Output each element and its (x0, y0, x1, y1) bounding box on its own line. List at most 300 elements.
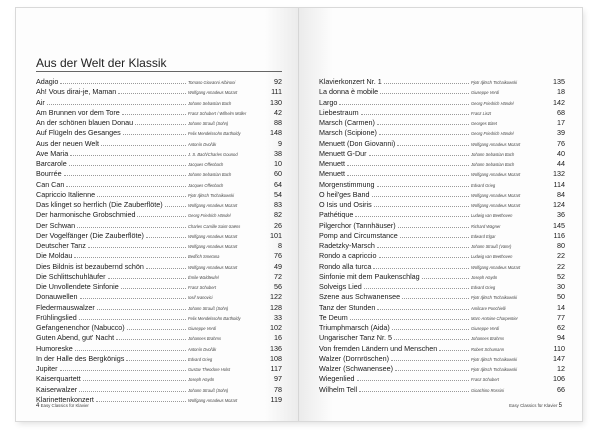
entry-title: Radetzky-Marsch (319, 241, 375, 250)
dot-leader (47, 98, 186, 105)
entry-title: Bourrée (36, 169, 62, 179)
entry-title: Donauwellen (36, 292, 78, 302)
toc-entry (36, 210, 282, 220)
toc-list-left (36, 77, 282, 405)
entry-page-number: 9 (278, 138, 282, 148)
entry-composer: Georg Friedrich Händel (471, 131, 514, 137)
dot-leader (101, 139, 186, 146)
entry-title: Ah! Vous dirai-je, Maman (36, 87, 117, 97)
entry-title: Triumphmarsch (Aida) (319, 323, 390, 332)
entry-page-number: 64 (274, 179, 282, 189)
entry-title: Auf Flügeln des Gesanges (36, 128, 121, 138)
entry-title: Marsch (Carmen) (319, 118, 375, 127)
entry-title: Menuett (Don Giovanni) (319, 138, 396, 148)
dot-leader (422, 272, 469, 279)
dot-leader (137, 210, 186, 217)
entry-title: Menuett (319, 169, 345, 179)
dot-leader (377, 180, 469, 187)
page-number: 5 (558, 403, 562, 409)
dot-leader (350, 313, 469, 320)
entry-page-number: 108 (270, 353, 282, 363)
toc-entry (319, 333, 565, 343)
dot-leader (77, 221, 186, 228)
entry-page-number: 142 (553, 97, 565, 107)
toc-entry (36, 354, 282, 364)
entry-composer: Gustav Theodore Holst (188, 367, 231, 372)
dot-leader (60, 364, 186, 371)
book-spread (16, 8, 582, 421)
page-title: Aus der Welt der Klassik (36, 56, 167, 70)
entry-page-number: 116 (553, 230, 565, 240)
entry-page-number: 78 (274, 384, 282, 394)
entry-title: O Isis und Osiris (319, 200, 372, 209)
entry-title: Solveigs Lied (319, 282, 362, 291)
dot-leader (377, 303, 469, 310)
entry-composer: Giuseppe Verdi (471, 326, 500, 331)
toc-entry (319, 169, 565, 179)
dot-leader (135, 118, 186, 125)
entry-composer: Wolfgang Amadeus Mozart (471, 264, 521, 270)
dot-leader (361, 108, 469, 115)
entry-composer: Franz Schubert (471, 377, 499, 383)
entry-page-number: 106 (553, 374, 565, 384)
entry-page-number: 56 (274, 282, 282, 291)
footer-book-title: Easy Classics für Klavier (40, 403, 89, 408)
entry-title: Guten Abend, gut' Nacht (36, 333, 115, 343)
entry-composer: Johann Strauß (Sohn) (188, 305, 229, 311)
toc-entry (319, 241, 565, 251)
toc-entry (36, 262, 282, 272)
entry-title: Can Can (36, 179, 65, 189)
entry-composer: Felix Mendelssohn Bartholdy (188, 131, 241, 137)
entry-composer: Johann Sebastian Bach (471, 162, 515, 167)
toc-entry (36, 323, 282, 333)
entry-composer: Pjotr Iljitsch Tschaikowski (471, 367, 518, 372)
dot-leader (74, 251, 186, 258)
toc-entry (319, 272, 565, 282)
entry-page-number: 135 (553, 77, 565, 86)
entry-page-number: 92 (274, 77, 282, 86)
toc-entry (319, 221, 565, 231)
entry-page-number: 132 (553, 169, 565, 179)
dot-leader (379, 251, 469, 258)
entry-composer: Tomaso Giovanni Albinoni (188, 80, 236, 85)
entry-title: Wiegenlied (319, 374, 355, 384)
entry-composer: Giuseppe Verdi (188, 326, 217, 331)
dot-leader (116, 333, 186, 340)
toc-entry (319, 374, 565, 384)
dot-leader (398, 221, 469, 228)
toc-entry (319, 303, 565, 313)
entry-composer: Johannes Brahms (471, 336, 504, 342)
entry-page-number: 145 (553, 220, 565, 230)
entry-title: Rondo alla turca (319, 261, 372, 271)
entry-composer: Wolfgang Amadeus Mozart (471, 203, 521, 208)
dot-leader (146, 231, 186, 238)
dot-leader (122, 108, 186, 115)
toc-entry (319, 231, 565, 241)
entry-title: Tanz der Stunden (319, 302, 376, 312)
entry-title: Sinfonie mit dem Paukenschlag (319, 271, 420, 281)
entry-page-number: 14 (557, 302, 565, 312)
entry-page-number: 60 (274, 169, 282, 179)
entry-page-number: 44 (557, 159, 565, 168)
entry-title: Kaiserwalzer (36, 384, 78, 394)
entry-page-number: 72 (274, 271, 282, 281)
entry-page-number: 22 (557, 261, 565, 271)
entry-page-number: 124 (553, 200, 565, 209)
entry-title: Die Schlittschuhläufer (36, 271, 106, 281)
entry-title: Adagio (36, 77, 59, 86)
toc-entry (36, 98, 282, 108)
entry-title: Menuett (319, 159, 345, 168)
entry-composer: Jacques Offenbach (188, 162, 224, 167)
dot-leader (395, 364, 469, 371)
entry-title: Humoreske (36, 343, 73, 353)
dot-leader (373, 262, 469, 269)
entry-page-number: 117 (270, 364, 282, 373)
toc-entry (319, 354, 565, 364)
dot-leader (64, 169, 186, 176)
toc-entry (319, 118, 565, 128)
entry-page-number: 77 (557, 312, 565, 322)
entry-page-number: 136 (270, 343, 282, 353)
toc-entry (319, 139, 565, 149)
toc-entry (36, 385, 282, 395)
entry-title: Szene aus Schwanensee (319, 292, 401, 302)
entry-composer: Johann Sebastian Bach (188, 172, 232, 178)
entry-page-number: 148 (270, 128, 282, 138)
entry-composer: J. S. Bach/Charles Gounod (188, 151, 238, 157)
dot-leader (60, 77, 186, 84)
entry-title: Der Vogelfänger (Die Zauberflöte) (36, 230, 144, 240)
toc-entry (319, 292, 565, 302)
dot-leader (402, 292, 469, 299)
entry-page-number: 76 (557, 138, 565, 148)
entry-composer: Joseph Haydn (188, 377, 215, 383)
toc-entry (36, 231, 282, 241)
entry-title: Marsch (Scipione) (319, 128, 377, 138)
entry-page-number: 111 (271, 87, 282, 97)
entry-composer: Felix Mendelssohn Bartholdy (188, 315, 241, 321)
entry-composer: Wolfgang Amadeus Mozart (188, 264, 238, 270)
dot-leader (384, 77, 469, 84)
entry-composer: Robert Schumann (471, 346, 504, 352)
dot-leader (118, 87, 186, 94)
dot-leader (80, 292, 186, 299)
toc-entry (319, 87, 565, 97)
entry-page-number: 49 (274, 261, 282, 271)
toc-entry (319, 385, 565, 395)
dot-leader (347, 169, 469, 176)
entry-composer: Charles Camille Saint-Saëns (188, 223, 241, 229)
entry-page-number: 50 (557, 292, 565, 302)
entry-page-number: 22 (557, 251, 565, 261)
entry-composer: Johannes Brahms (188, 336, 221, 342)
entry-composer: Wolfgang Amadeus Mozart (188, 233, 238, 239)
toc-entry (319, 108, 565, 118)
dot-leader (439, 344, 469, 351)
dot-leader (355, 210, 469, 217)
entry-page-number: 38 (274, 148, 282, 158)
toc-entry (319, 159, 565, 169)
toc-entry (36, 333, 282, 343)
toc-entry (319, 364, 565, 374)
entry-page-number: 17 (557, 118, 565, 127)
entry-page-number: 62 (557, 323, 565, 332)
toc-entry (319, 200, 565, 210)
entry-composer: Wolfgang Amadeus Mozart (188, 203, 238, 208)
dot-leader (364, 282, 469, 289)
toc-entry (319, 128, 565, 138)
toc-entry (319, 149, 565, 159)
toc-entry (36, 108, 282, 118)
entry-title: La donna è mobile (319, 87, 379, 97)
entry-title: Walzer (Dornröschen) (319, 353, 390, 363)
entry-title: Ungarischer Tanz Nr. 5 (319, 333, 392, 343)
entry-page-number: 88 (274, 118, 282, 127)
left-page (16, 8, 299, 421)
entry-title: Kaiserquartett (36, 374, 81, 384)
entry-title: Deutscher Tanz (36, 241, 86, 250)
entry-page-number: 147 (553, 353, 565, 363)
entry-page-number: 110 (553, 343, 565, 353)
entry-page-number: 40 (557, 148, 565, 158)
entry-composer: Pjotr Iljitsch Tschaikowski (188, 192, 235, 198)
entry-title: Am Brunnen vor dem Tore (36, 107, 120, 117)
toc-entry (319, 77, 565, 87)
dot-leader (123, 128, 186, 135)
entry-title: Pilgerchor (Tannhäuser) (319, 220, 396, 230)
entry-composer: Pjotr Iljitsch Tschaikowski (471, 80, 518, 85)
dot-leader (127, 323, 186, 330)
dot-leader (75, 344, 186, 351)
dot-leader (379, 128, 469, 135)
toc-entry (36, 313, 282, 323)
entry-title: Dies Bildnis ist bezaubernd schön (36, 261, 144, 271)
entry-title: Das klinget so herrlich (Die Zauberflöte) (36, 200, 163, 209)
entry-composer: Wolfgang Amadeus Mozart (471, 192, 521, 198)
entry-page-number: 16 (274, 333, 282, 343)
entry-page-number: 114 (553, 179, 565, 189)
dot-leader (97, 190, 186, 197)
toc-entry (36, 139, 282, 149)
entry-page-number: 128 (270, 302, 282, 312)
entry-page-number: 94 (557, 333, 565, 343)
entry-page-number: 130 (270, 97, 282, 107)
entry-composer: Émile Waldteufel (188, 274, 219, 280)
entry-composer: Franz Schubert (188, 285, 216, 290)
dot-leader (392, 323, 469, 330)
entry-page-number: 84 (557, 189, 565, 199)
toc-entry (319, 190, 565, 200)
entry-composer: Georg Friedrich Händel (471, 100, 514, 106)
entry-page-number: 82 (274, 210, 282, 220)
entry-title: Klavierkonzert Nr. 1 (319, 77, 382, 86)
toc-entry (319, 98, 565, 108)
entry-title: Von fremden Ländern und Menschen (319, 343, 438, 353)
dot-leader (372, 190, 469, 197)
toc-entry (36, 149, 282, 159)
dot-leader (96, 395, 186, 402)
entry-composer: Wolfgang Amadeus Mozart (471, 172, 521, 178)
toc-entry (36, 169, 282, 179)
entry-page-number: 36 (557, 210, 565, 220)
entry-composer: Bedřich Smetana (188, 254, 220, 260)
entry-page-number: 12 (557, 364, 565, 373)
entry-page-number: 10 (274, 159, 282, 168)
entry-page-number: 30 (557, 282, 565, 291)
entry-composer: Ludwig van Beethoven (471, 213, 513, 219)
entry-title: Liebestraum (319, 107, 359, 117)
entry-composer: Johann Sebastian Bach (188, 100, 232, 106)
entry-title: Pomp and Circumstance (319, 230, 398, 240)
entry-composer: Edvard Grieg (188, 356, 213, 362)
entry-composer: Wolfgang Amadeus Mozart (188, 397, 238, 403)
entry-title: Morgenstimmung (319, 179, 375, 189)
toc-entry (36, 200, 282, 210)
dot-leader (97, 303, 186, 310)
dot-leader (374, 200, 469, 207)
dot-leader (146, 262, 186, 269)
entry-composer: Edward Elgar (471, 233, 496, 239)
toc-entry (36, 344, 282, 354)
entry-composer: Antonín Dvořák (188, 346, 217, 352)
toc-entry (319, 323, 565, 333)
toc-entry (319, 262, 565, 272)
dot-leader (79, 313, 186, 320)
dot-leader (359, 385, 469, 392)
page-footer-right (509, 403, 562, 409)
entry-page-number: 102 (270, 323, 282, 332)
entry-page-number: 33 (274, 312, 282, 322)
entry-composer: Johann Sebastian Bach (471, 151, 515, 157)
toc-entry (36, 190, 282, 200)
dot-leader (79, 385, 186, 392)
entry-title: Gefangenenchor (Nabucco) (36, 323, 125, 332)
entry-page-number: 97 (274, 374, 282, 384)
dot-leader (380, 87, 469, 94)
entry-title: Der Schwan (36, 220, 76, 230)
toc-entry (319, 210, 565, 220)
toc-entry (36, 87, 282, 97)
toc-entry (36, 77, 282, 87)
entry-page-number: 54 (274, 189, 282, 199)
entry-title: Die Moldau (36, 251, 73, 261)
dot-leader (121, 282, 186, 289)
entry-title: Te Deum (319, 312, 348, 322)
entry-composer: Edvard Grieg (471, 182, 496, 188)
entry-page-number: 18 (557, 87, 565, 97)
toc-entry (36, 128, 282, 138)
entry-page-number: 76 (274, 251, 282, 261)
toc-entry (319, 313, 565, 323)
dot-leader (339, 98, 469, 105)
page-footer-left (36, 403, 89, 409)
dot-leader (377, 118, 469, 125)
toc-entry (319, 251, 565, 261)
entry-title: Rondo a capriccio (319, 251, 377, 261)
entry-page-number: 80 (557, 241, 565, 250)
entry-composer: Marc-Antoine Charpentier (471, 315, 518, 321)
dot-leader (357, 374, 469, 381)
entry-composer: Ludwig van Beethoven (471, 254, 513, 260)
title-divider (36, 71, 282, 72)
entry-composer: Pjotr Iljitsch Tschaikowski (471, 356, 518, 362)
entry-composer: Gioachino Rossini (471, 387, 504, 393)
entry-title: In der Halle des Bergkönigs (36, 353, 125, 363)
entry-page-number: 83 (274, 200, 282, 209)
entry-title: Aus der neuen Welt (36, 138, 99, 148)
entry-title: Der harmonische Grobschmied (36, 210, 136, 220)
entry-title: Pathétique (319, 210, 354, 220)
right-page (299, 8, 582, 421)
entry-composer: Antonín Dvořák (188, 141, 217, 147)
entry-page-number: 101 (270, 230, 282, 240)
toc-entry (36, 303, 282, 313)
entry-composer: Jacques Offenbach (188, 182, 224, 188)
entry-title: Largo (319, 97, 338, 107)
entry-composer: Wolfgang Amadeus Mozart (188, 244, 238, 249)
entry-title: Ave Maria (36, 148, 69, 158)
entry-composer: Georges Bizet (471, 121, 497, 126)
entry-title: Die Unvollendete Sinfonie (36, 282, 119, 291)
entry-composer: Pjotr Iljitsch Tschaikowski (471, 295, 518, 301)
entry-page-number: 8 (278, 241, 282, 250)
toc-entry (36, 118, 282, 128)
toc-entry (319, 282, 565, 292)
footer-book-title: Easy Classics für Klavier (509, 403, 558, 408)
toc-entry (36, 282, 282, 292)
entry-title: Barcarole (36, 159, 67, 168)
dot-leader (66, 180, 186, 187)
toc-entry (36, 364, 282, 374)
entry-composer: Joseph Haydn (471, 274, 498, 280)
entry-composer: Franz Liszt (471, 110, 492, 116)
entry-page-number: 26 (274, 220, 282, 230)
entry-title: An der schönen blauen Donau (36, 118, 134, 127)
toc-entry (36, 221, 282, 231)
entry-title: Air (36, 97, 45, 107)
entry-title: Capriccio Italienne (36, 189, 96, 199)
dot-leader (377, 241, 469, 248)
entry-page-number: 122 (270, 292, 282, 302)
entry-title: Menuett G-Dur (319, 148, 367, 158)
entry-composer: Johann Strauß (Sohn) (188, 387, 229, 393)
entry-composer: Amilcare Ponchielli (471, 305, 506, 311)
toc-entry (36, 180, 282, 190)
toc-list-right (319, 77, 565, 395)
dot-leader (165, 200, 186, 207)
entry-composer: Wolfgang Amadeus Mozart (471, 141, 521, 147)
dot-leader (83, 374, 186, 381)
dot-leader (88, 241, 186, 248)
entry-title: O heil'ges Band (319, 189, 370, 199)
toc-entry (36, 272, 282, 282)
toc-entry (36, 374, 282, 384)
toc-entry (36, 241, 282, 251)
entry-composer: Richard Wagner (471, 223, 501, 229)
dot-leader (391, 354, 469, 361)
dot-leader (108, 272, 186, 279)
dot-leader (69, 159, 186, 166)
entry-page-number: 42 (274, 107, 282, 117)
dot-leader (70, 149, 186, 156)
entry-title: Frühlingslied (36, 312, 77, 322)
entry-page-number: 119 (270, 394, 282, 404)
dot-leader (126, 354, 186, 361)
toc-entry (319, 344, 565, 354)
